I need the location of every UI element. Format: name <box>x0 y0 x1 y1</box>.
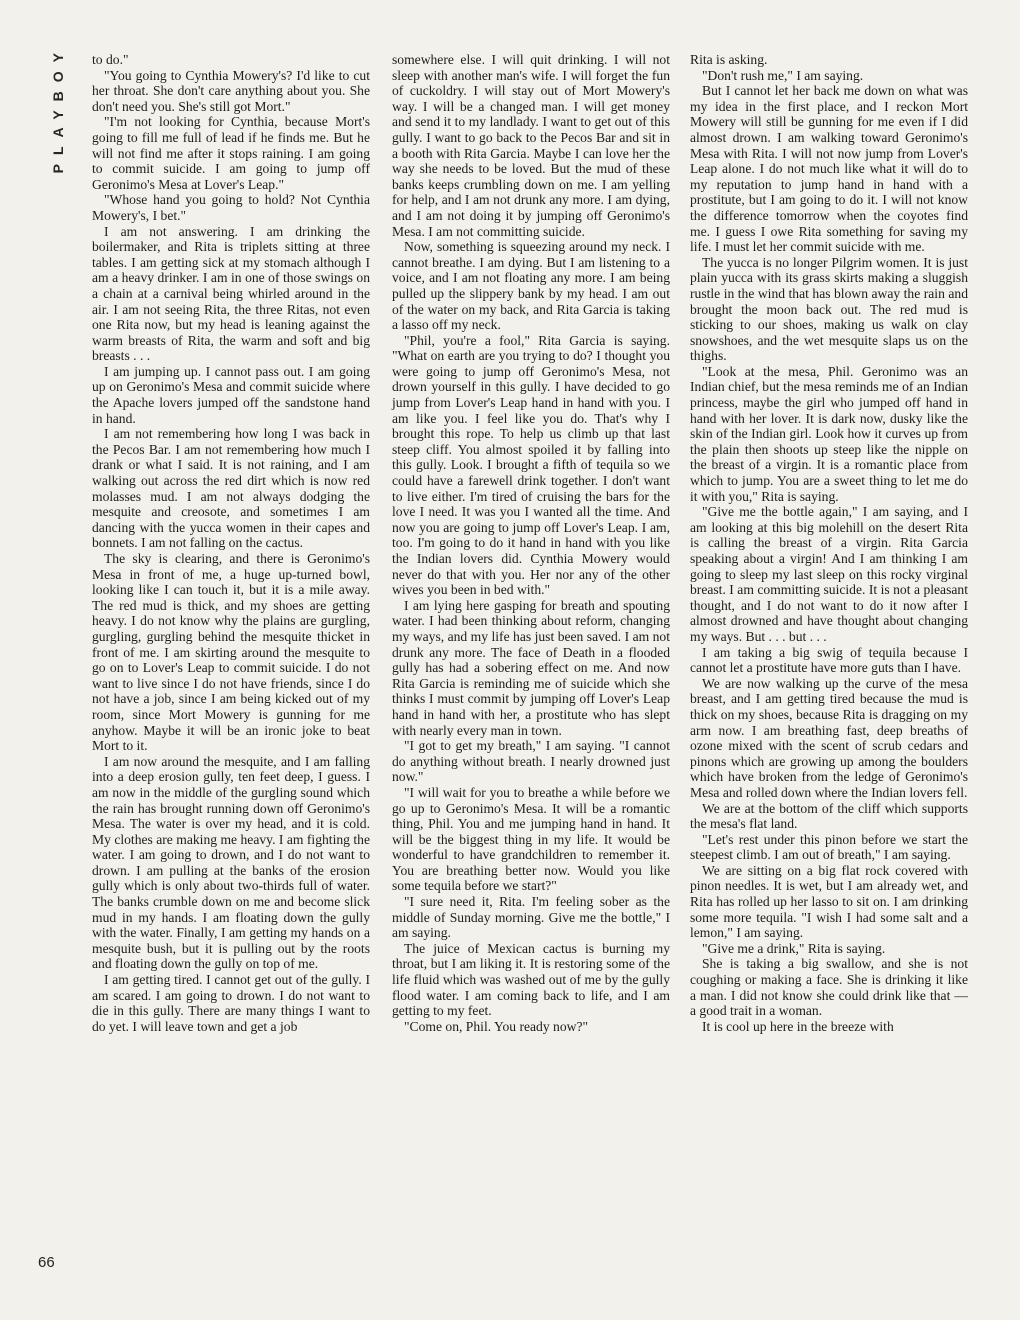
paragraph: "Give me the bottle again," I am saying, and I am looking at this big molehill on the desert Rita is calling the breast of a virgin. Rita Garcia speaking about a virgin! And I am thinking I am going to sleep my last sleep on this rocky virginal breast. I am committing suicide. It is not a pleasant thought, and I do not want to do it now after I almost drowned and have thought about changing my ways. But . . . but . . . <box>690 504 968 644</box>
paragraph: We are sitting on a big flat rock covered with pinon needles. It is wet, but I am already wet, and Rita has rolled up her lasso to sit on. I am drinking some more tequila. "I wish I had some salt and a lemon," I am saying. <box>690 862 968 941</box>
paragraph: "I sure need it, Rita. I'm feeling sober as the middle of Sunday morning. Give me the bottle," I am saying. <box>392 894 670 941</box>
page-number: 66 <box>38 1254 55 1271</box>
paragraph: I am taking a big swig of tequila because I cannot let a prostitute have more guts than I have. <box>690 644 968 676</box>
paragraph: I am not remembering how long I was back in the Pecos Bar. I am not remembering how much I drank or what I said. It is not raining, and I am walking out across the red dirt which is now red molasses mud. I am not always dodging the mesquite and creosote, and sometimes I am dancing with the yucca women in their capes and bonnets. I am not falling on the cactus. <box>92 426 370 551</box>
paragraph: "Phil, you're a fool," Rita Garcia is saying. "What on earth are you trying to do? I thought you were going to jump off Geronimo's Mesa, not drown yourself in this gully. I have decided to go jump from Lover's Leap hand in hand with you. I am like you. I feel like you do. That's why I brought this rope. To help us climb up that last steep cliff. You almost spoiled it by falling into this gully. Look. I brought a fifth of tequila so we could have a farewell drink together. I don't want to live either. I'm tired of cruising the bars for the love I need. It was you I wanted all the time. And now you are going to jump off Lover's Leap. I am, too. I'm going to do it hand in hand with you like the Indian lovers did. Cynthia Mowery would never do that with you. Her nor any of the other wives you been in bed with." <box>392 332 670 598</box>
paragraph: "I will wait for you to breathe a while before we go up to Geronimo's Mesa. It will be a romantic thing, Phil. You and me jumping hand in hand. It will be the biggest thing in my life. It would be wonderful to have grandchildren to remember it. You are breathing better now. Would you like some tequila before we start?" <box>392 784 670 894</box>
paragraph: "Look at the mesa, Phil. Geronimo was an Indian chief, but the mesa reminds me of an Indian princess, maybe the girl who jumped off hand in hand with her lover. It is dark now, dusky like the skin of the Indian girl. Look how it curves up from the plain then shoots up steep like the nipple on the breast of a virgin. It is a romantic place from which to jump. You are a sweet thing to let me do it with you," Rita is saying. <box>690 363 968 504</box>
paragraph: I am jumping up. I cannot pass out. I am going up on Geronimo's Mesa and commit suicide where the Apache lovers jumped off the sandstone hand in hand. <box>92 363 370 426</box>
paragraph: We are now walking up the curve of the mesa breast, and I am getting tired because the mud is thick on my shoes, because Rita is dragging on my arm now. I am breathing fast, deep breaths of ozone mixed with the scent of scrub cedars and pinons which are growing up among the boulders which have broken from the ledge of Geronimo's Mesa and rolled down where the Indian lovers fell. <box>690 675 968 800</box>
paragraph: I am getting tired. I cannot get out of the gully. I am scared. I am going to drown. I do not want to die in this gully. There are many things I want to do yet. I will leave town and get a job <box>92 972 370 1034</box>
paragraph: "Don't rush me," I am saying. <box>702 67 864 83</box>
paragraph: "Come on, Phil. You ready now?" <box>404 1018 589 1034</box>
paragraph: She is taking a big swallow, and she is not coughing or making a face. She is drinking it like a man. I did not know she could drink like that — a good trait in a woman. <box>690 956 968 1019</box>
paragraph: to do." <box>92 52 129 67</box>
masthead: PLAYBOY <box>50 44 66 174</box>
paragraph: somewhere else. I will quit drinking. I will not sleep with another man's wife. I will forget the fun of cuckoldry. I will stay out of Mort Mowery's way. I will be a changed man. I will get money and send it to my landlady. I want to get out of this gully. I want to go back to the Pecos Bar and sit in a booth with Rita Garcia. Maybe I can love her the way she needs to be loved. But the mud of these banks keeps crumbling down on me. I am yelling for help, and I am not drunk any more. I am dying, and I am not doing it by jumping off Geronimo's Mesa. I am not committing suicide. <box>392 52 670 239</box>
paragraph: The juice of Mexican cactus is burning my throat, but I am liking it. It is restoring some of the life fluid which was washed out of me by the gully flood water. I am coming back to life, and I am getting to my feet. <box>392 940 670 1019</box>
paragraph: Rita is asking. <box>690 52 768 67</box>
paragraph: "I'm not looking for Cynthia, because Mort's going to fill me full of lead if he finds me. But he will not find me after it stops raining. I am going to commit suicide. I am going to jump off Geronimo's Mesa at Lover's Leap." <box>92 114 370 192</box>
paragraph: "Whose hand you going to hold? Not Cynthia Mowery's, I bet." <box>92 192 370 223</box>
paragraph: "I got to get my breath," I am saying. "I cannot do anything without breath. I nearly drowned just now." <box>392 738 670 785</box>
paragraph: I am now around the mesquite, and I am falling into a deep erosion gully, ten feet deep, I guess. I am now in the middle of the gurgling sound which the rain has brought running down off Geronimo's Mesa. The water is over my head, and it is cold. My clothes are making me heavy. I am fighting the water. I am going to drown, and I do not want to drown. I am pulling at the banks of the erosion gully which is only about two-thirds full of water. The banks crumble down on me and become slick mud in my hands. I am floating down the gully with the water. Finally, I am getting my hands on a mesquite bush, but it is pulling out by the roots and floating down the gully on top of me. <box>92 753 370 972</box>
paragraph: The sky is clearing, and there is Geronimo's Mesa in front of me, a huge up-turned bowl, looking like I can touch it, but it is a mile away. The red mud is thick, and my shoes are getting heavy. I do not know why the plains are gurgling, gurgling, gurgling behind the mesquite thicket in front of me. I am skirting around the mesquite to go on to Lover's Leap to commit suicide. I do not want to live since I do not have friends, since I do not have a job, since I am being kicked out of my room, since Mort Mowery is gunning for me anyhow. Maybe it will be an ironic joke to beat Mort to it. <box>92 551 370 754</box>
paragraph: "You going to Cynthia Mowery's? I'd like to cut her throat. She don't care anything about you. She don't need you. She's still got Mort." <box>92 67 370 114</box>
paragraph: I am lying here gasping for breath and spouting water. I had been thinking about reform, changing my ways, and my life has just been saved. I am not drunk any more. The face of Death in a flooded gully has had a sobering effect on me. And now Rita Garcia is reminding me of suicide which she thinks I must commit by jumping off Lover's Leap hand in hand with her, a prostitute who has slept with nearly every man in town. <box>392 597 670 738</box>
paragraph: Now, something is squeezing around my neck. I cannot breathe. I am dying. But I am listening to a voice, and I am not floating any more. I am being pulled up the slippery bank by my head. I am out of the water on my back, and Rita Garcia is taking a lasso off my neck. <box>392 239 670 333</box>
text-column-3 <box>690 52 968 1034</box>
paragraph: But I cannot let her back me down on what was my idea in the first place, and I reckon Mort Mowery will still be gunning for me even if I did almost drown. I am walking toward Geronimo's Mesa with Rita. I will not now jump from Lover's Leap alone. I do not much like what it will do to my reputation to jump hand in hand with a prostitute, but I am going to do it. I will not know the difference tomorrow when the coyotes find me. I guess I owe Rita something for saving my life. I must let her commit suicide with me. <box>690 83 968 255</box>
paragraph: "Let's rest under this pinon before we start the steepest climb. I am out of breath," I am saying. <box>690 831 968 863</box>
paragraph: It is cool up here in the breeze with <box>702 1018 894 1034</box>
text-column-1 <box>92 52 370 1034</box>
text-column-2 <box>392 52 670 1034</box>
paragraph: The yucca is no longer Pilgrim women. It is just plain yucca with its grass skirts making a sluggish rustle in the wind that has blown away the rain and brought the moon back out. The red mud is sticking to our shoes, making us walk on clay snowshoes, and the wet mesquite slaps us on the thighs. <box>690 254 968 364</box>
paragraph: We are at the bottom of the cliff which supports the mesa's flat land. <box>690 800 968 832</box>
paragraph: I am not answering. I am drinking the boilermaker, and Rita is triplets sitting at three tables. I am getting sick at my stomach although I am a heavy drinker. I am in one of those swings on a chain at a carnival being whirled around in the air. I am not seeing Rita, the three Ritas, not even one Rita now, but my head is leaning against the warm breasts of Rita, the warm and soft and big breasts . . . <box>92 223 370 364</box>
paragraph: "Give me a drink," Rita is saying. <box>702 940 886 956</box>
